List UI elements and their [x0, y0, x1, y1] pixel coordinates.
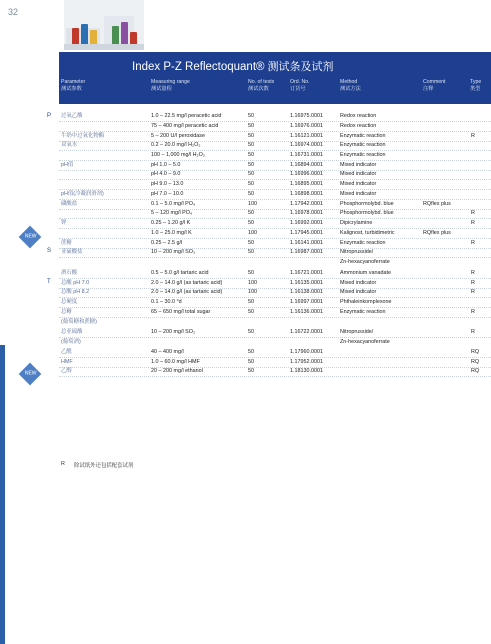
cell-name: 总糖	[61, 309, 72, 315]
cell-tests: 50	[248, 368, 254, 374]
cell-range: 10 – 200 mg/l SO₂	[151, 329, 196, 335]
new-badge: NEW	[19, 363, 42, 386]
cell-method: Kalignost, turbidimetric	[340, 230, 395, 236]
cell-type: RQ	[471, 359, 480, 365]
row-divider	[59, 337, 491, 338]
col-no-of-tests: No. of tests 测试次数	[248, 79, 275, 92]
cell-ord: 1.16996.0001	[290, 171, 323, 177]
cell-tests: 50	[248, 349, 254, 355]
cell-name: 蔗糖	[61, 240, 72, 246]
row-divider	[59, 367, 491, 368]
page-number: 32	[8, 7, 19, 17]
row-divider	[59, 141, 491, 142]
cell-tests: 100	[248, 289, 257, 295]
cell-type: R	[471, 133, 475, 139]
cell-ord: 1.16138.0001	[290, 289, 323, 295]
new-badge: NEW	[19, 226, 42, 249]
cell-tests: 50	[248, 210, 254, 216]
cell-tests: 100	[248, 230, 257, 236]
cell-method: Enzymatic reaction	[340, 240, 386, 246]
cell-method: Redox reaction	[340, 113, 377, 119]
cell-method: Ammonium vanadate	[340, 270, 391, 276]
cell-ord: 1.16135.0001	[290, 280, 323, 286]
cell-tests: 50	[248, 359, 254, 365]
cell-type: R	[471, 220, 475, 226]
row-divider	[59, 307, 491, 308]
cell-range: 2.0 – 14.0 g/l (as tartaric acid)	[151, 289, 223, 295]
cell-ord: 1.17942.0001	[290, 201, 323, 207]
cell-range: 2.0 – 14.0 g/l (as tartaric acid)	[151, 280, 223, 286]
cell-type: R	[471, 280, 475, 286]
cell-type: R	[471, 309, 475, 315]
cell-range: 0.25 – 2.5 g/l	[151, 240, 183, 246]
cell-range: pH 9.0 – 13.0	[151, 181, 184, 187]
row-divider	[59, 209, 491, 210]
section-letter-p: P	[47, 113, 52, 119]
cell-tests: 50	[248, 220, 254, 226]
cell-range: 1.0 – 25.0 mg/l K	[151, 230, 192, 236]
cell-range: 0.2 – 20.0 mg/l H₂O₂	[151, 142, 201, 148]
cell-type: R	[471, 289, 475, 295]
cell-range: 0.1 – 30.0 °d	[151, 299, 182, 305]
cell-method: Mixed indicator	[340, 289, 377, 295]
cell-comment: RQflex plus	[423, 230, 451, 236]
row-divider	[59, 218, 491, 219]
cell-range: 5 – 200 U/l peroxidase	[151, 133, 205, 139]
cell-range: 100 – 1,000 mg/l H₂O₂	[151, 152, 205, 158]
cell-tests: 50	[248, 123, 254, 129]
col-type: Type 类型	[470, 79, 482, 92]
cell-type: R	[471, 329, 475, 335]
table-header	[59, 52, 491, 104]
cell-ord: 1.16987.0001	[290, 249, 323, 255]
cell-range: pH 1.0 – 5.0	[151, 162, 181, 168]
cell-ord: 1.16121.0001	[290, 133, 323, 139]
cell-name: 亚硫酸盐	[61, 249, 83, 255]
cell-method: Enzymatic reaction	[340, 152, 386, 158]
row-divider	[59, 199, 491, 200]
cell-range: 1.0 – 22.5 mg/l peracetic acid	[151, 113, 222, 119]
row-divider	[59, 297, 491, 298]
cell-range: 0.25 – 1.20 g/l K	[151, 220, 191, 226]
section-letter-t: T	[47, 279, 51, 285]
cell-ord: 1.16141.0001	[290, 240, 323, 246]
row-divider	[59, 238, 491, 239]
cell-ord: 1.16898.0001	[290, 191, 323, 197]
cell-name: HMF	[61, 359, 73, 365]
cell-tests: 100	[248, 280, 257, 286]
cell-name-cont: (葡萄糖和蔗糖)	[61, 319, 97, 325]
cell-name: 总亚硫酸	[61, 329, 83, 335]
cell-method: Nitroprusside/	[340, 249, 374, 255]
col-ord-no: Ord. No. 订货号	[290, 79, 310, 92]
cell-name: 过氧乙酸	[61, 113, 83, 119]
cell-method-cont: Zn-hexacyanoferrate	[340, 339, 390, 345]
cell-range: 75 – 400 mg/l peracetic acid	[151, 123, 219, 129]
col-parameter: Parameter 测试参数	[61, 79, 86, 92]
cell-range: 20 – 200 mg/l ethanol	[151, 368, 203, 374]
cell-tests: 50	[248, 270, 254, 276]
row-divider	[59, 150, 491, 151]
row-divider	[59, 179, 491, 180]
cell-method: Dipicrylamine	[340, 220, 373, 226]
cell-tests: 50	[248, 152, 254, 158]
cell-method-cont: Zn-hexacyanoferrate	[340, 259, 390, 265]
cell-range: 5 – 120 mg/l PO₄	[151, 210, 193, 216]
cell-ord: 1.17960.0001	[290, 349, 323, 355]
row-divider	[59, 288, 491, 289]
col-measuring-range: Measuring range 测试量程	[151, 79, 190, 92]
cell-method: Enzymatic reaction	[340, 309, 386, 315]
cell-range: 65 – 650 mg/l total sugar	[151, 309, 211, 315]
cell-ord: 1.16895.0001	[290, 181, 323, 187]
cell-tests: 50	[248, 299, 254, 305]
cell-name: 牛奶中过氧化物酶	[61, 133, 105, 139]
cell-ord: 1.16136.0001	[290, 309, 323, 315]
cell-method: Phosphormolybd. blue	[340, 210, 394, 216]
cell-range: 0.1 – 5.0 mg/l PO₄	[151, 201, 196, 207]
cell-name-cont: (葡萄酒)	[61, 339, 81, 345]
cell-type: R	[471, 210, 475, 216]
col-method: Method 测试方法	[340, 79, 361, 92]
cell-tests: 50	[248, 191, 254, 197]
cell-ord: 1.18130.0001	[290, 368, 323, 374]
cell-name: 总硬度	[61, 299, 78, 305]
cell-comment: RQflex plus	[423, 201, 451, 207]
cell-type: RQ	[471, 349, 480, 355]
cell-ord: 1.17945.0001	[290, 230, 323, 236]
cell-method: Mixed indicator	[340, 280, 377, 286]
cell-tests: 50	[248, 133, 254, 139]
cell-ord: 1.16978.0001	[290, 210, 323, 216]
col-comment: Comment 注释	[423, 79, 446, 92]
cell-range: 1.0 – 60.0 mg/l HMF	[151, 359, 200, 365]
cell-type: RQ	[471, 368, 480, 374]
cell-tests: 50	[248, 162, 254, 168]
cell-type: R	[471, 240, 475, 246]
cell-ord: 1.16894.0001	[290, 162, 323, 168]
cell-range: 10 – 200 mg/l SO₃	[151, 249, 196, 255]
cell-tests: 50	[248, 249, 254, 255]
cell-ord: 1.16721.0001	[290, 270, 323, 276]
cell-name: 钾	[61, 220, 67, 226]
cell-name: 乙醇	[61, 368, 72, 374]
cell-method: Redox reaction	[340, 123, 377, 129]
cell-tests: 100	[248, 201, 257, 207]
cell-tests: 50	[248, 240, 254, 246]
row-divider	[59, 170, 491, 171]
row-divider	[59, 189, 491, 190]
cell-method: Mixed indicator	[340, 191, 377, 197]
cell-tests: 50	[248, 113, 254, 119]
cell-name: pH值(冷凝润滑剂)	[61, 191, 104, 197]
cell-tests: 50	[248, 181, 254, 187]
cell-type: R	[471, 270, 475, 276]
row-divider	[59, 160, 491, 161]
cell-ord: 1.16731.0001	[290, 152, 323, 158]
cell-method: Enzymatic reaction	[340, 142, 386, 148]
cell-name: 乙酰	[61, 349, 72, 355]
row-divider	[59, 257, 491, 258]
cell-ord: 1.16976.0001	[290, 123, 323, 129]
cell-range: 40 – 400 mg/l	[151, 349, 184, 355]
cell-range: pH 4.0 – 9.0	[151, 171, 181, 177]
cell-method: Nitroprusside/	[340, 329, 374, 335]
cell-method: Mixed indicator	[340, 162, 377, 168]
cell-tests: 50	[248, 329, 254, 335]
cell-method: Phosphormolybd. blue	[340, 201, 394, 207]
cell-ord: 1.16997.0001	[290, 299, 323, 305]
cell-ord: 1.16722.0001	[290, 329, 323, 335]
cell-tests: 50	[248, 171, 254, 177]
cell-ord: 1.16992.0001	[290, 220, 323, 226]
row-divider	[59, 317, 491, 318]
cell-ord: 1.16974.0001	[290, 142, 323, 148]
row-divider	[59, 228, 491, 229]
row-divider	[59, 278, 491, 279]
product-photo	[64, 0, 144, 50]
page-title: Index P-Z Reflectoquant® 测试条及试剂	[132, 61, 334, 73]
row-divider	[59, 376, 491, 377]
cell-method: Mixed indicator	[340, 181, 377, 187]
cell-range: pH 7.0 – 10.0	[151, 191, 184, 197]
cell-name: 总酸 pH 7.0	[61, 280, 90, 286]
cell-ord: 1.16975.0001	[290, 113, 323, 119]
cell-tests: 50	[248, 309, 254, 315]
cell-name: pH值	[61, 162, 74, 168]
row-divider	[59, 121, 491, 122]
row-divider	[59, 248, 491, 249]
cell-range: 0.5 – 5.0 g/l tartaric acid	[151, 270, 209, 276]
cell-name: 磷酸盐	[61, 201, 78, 207]
row-divider	[59, 357, 491, 358]
cell-name: 双氧水	[61, 142, 78, 148]
cell-name: 酒石酸	[61, 270, 78, 276]
sidebar-accent-bar	[0, 345, 5, 644]
cell-name: 总酸 pH 8.2	[61, 289, 90, 295]
cell-method: Enzymatic reaction	[340, 133, 386, 139]
cell-ord: 1.17952.0001	[290, 359, 323, 365]
section-letter-s: S	[47, 248, 52, 254]
row-divider	[59, 131, 491, 132]
cell-method: Mixed indicator	[340, 171, 377, 177]
cell-method: Phthaleinkomplexone	[340, 299, 392, 305]
cell-tests: 50	[248, 142, 254, 148]
